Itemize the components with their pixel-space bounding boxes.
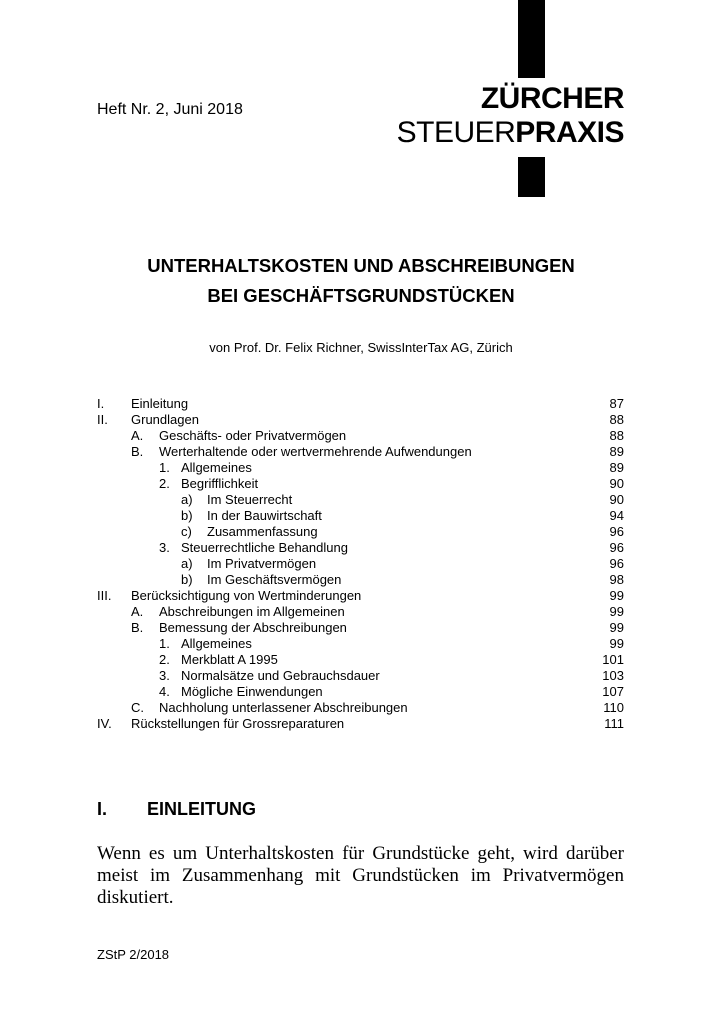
toc-entry [97,636,624,652]
toc-text: Steuerrechtliche Behandlung [181,540,348,555]
toc-entry [97,444,624,460]
toc-number: 1. [159,460,170,475]
toc-entry [97,460,624,476]
toc-text: Nachholung unterlassener Abschreibungen [159,700,408,715]
toc-number: a) [181,492,193,507]
issue-info: Heft Nr. 2, Juni 2018 [97,101,243,118]
toc-text: Im Steuerrecht [207,492,293,507]
article-title-line-1: UNTERHALTSKOSTEN UND ABSCHREIBUNGEN [147,255,575,276]
toc-entry [97,540,624,556]
brand-praxis: PRAXIS [515,116,624,149]
toc-text: Grundlagen [131,412,199,427]
toc-entry [97,428,624,444]
brand-line-2 [330,116,624,150]
toc-page: 98 [609,572,624,587]
toc-page: 96 [609,540,624,555]
toc-page: 94 [609,508,624,523]
brand-steuer: STEUER [396,116,516,149]
toc-text: Mögliche Einwendungen [181,684,323,699]
toc-entry [97,412,624,428]
toc-page: 99 [609,604,624,619]
toc-number: III. [97,588,112,603]
toc-page: 107 [602,684,624,699]
toc-entry [97,668,624,684]
toc-text: In der Bauwirtschaft [207,508,322,523]
toc-page: 99 [609,588,624,603]
logo-bar-bottom [518,157,545,197]
toc-number: IV. [97,716,112,731]
toc-number: b) [181,572,193,587]
body-paragraph: Wenn es um Unterhaltskosten für Grundstücke geht, wird darüber meist im Zusammenhang mit Grundstücken im Privatvermögen diskutiert. [97,843,624,908]
table-of-contents [97,396,624,732]
toc-entry [97,492,624,508]
toc-number: 1. [159,636,170,651]
toc-number: C. [131,700,144,715]
toc-page: 87 [609,396,624,411]
toc-number: 3. [159,668,170,683]
toc-number: A. [131,428,144,443]
toc-entry [97,524,624,540]
section-title: EINLEITUNG [147,799,257,819]
toc-entry [97,396,624,412]
toc-number: c) [181,524,192,539]
toc-entry [97,588,624,604]
toc-text: Im Geschäftsvermögen [207,572,342,587]
toc-page: 88 [609,428,624,443]
toc-number: 2. [159,652,170,667]
toc-number: I. [97,396,105,411]
toc-entry [97,700,624,716]
author-line: von Prof. Dr. Felix Richner, SwissInterTax AG, Zürich [209,340,513,355]
toc-entry [97,684,624,700]
toc-text: Zusammenfassung [207,524,318,539]
toc-text: Rückstellungen für Grossreparaturen [131,716,345,731]
toc-number: 2. [159,476,170,491]
toc-entry [97,604,624,620]
toc-text: Geschäfts- oder Privatvermögen [159,428,347,443]
toc-text: Abschreibungen im Allgemeinen [159,604,345,619]
toc-page: 89 [609,460,624,475]
toc-page: 90 [609,492,624,507]
toc-number: B. [131,444,144,459]
toc-page: 110 [603,700,624,715]
toc-text: Begrifflichkeit [181,476,259,491]
page-footer: ZStP 2/2018 [97,947,170,962]
toc-page: 101 [602,652,624,667]
toc-page: 90 [609,476,624,491]
toc-entry [97,572,624,588]
toc-entry [97,476,624,492]
toc-page: 103 [602,668,624,683]
toc-text: Im Privatvermögen [207,556,317,571]
toc-text: Allgemeines [181,460,252,475]
toc-text: Allgemeines [181,636,252,651]
toc-number: B. [131,620,144,635]
toc-number: 3. [159,540,170,555]
toc-page: 111 [604,716,624,731]
toc-page: 99 [609,636,624,651]
toc-text: Merkblatt A 1995 [181,652,278,667]
toc-page: 89 [609,444,624,459]
toc-entry [97,620,624,636]
toc-entry [97,716,624,732]
toc-text: Werterhaltende oder wertvermehrende Aufwendungen [159,444,472,459]
toc-text: Einleitung [131,396,189,411]
toc-entry [97,556,624,572]
toc-text: Bemessung der Abschreibungen [159,620,347,635]
toc-page: 96 [609,524,624,539]
article-title-line-2: BEI GESCHÄFTSGRUNDSTÜCKEN [207,285,515,306]
section-number: I. [97,799,108,819]
toc-number: II. [97,412,108,427]
toc-number: 4. [159,684,170,699]
toc-number: a) [181,556,193,571]
toc-number: b) [181,508,193,523]
toc-page: 96 [609,556,624,571]
toc-entry [97,508,624,524]
toc-entry [97,652,624,668]
toc-number: A. [131,604,144,619]
toc-text: Normalsätze und Gebrauchsdauer [181,668,380,683]
toc-text: Berücksichtigung von Wertminderungen [131,588,362,603]
logo-bar-top [518,0,545,78]
toc-page: 99 [609,620,624,635]
toc-page: 88 [609,412,624,427]
brand-line-1: ZÜRCHER [480,82,624,115]
